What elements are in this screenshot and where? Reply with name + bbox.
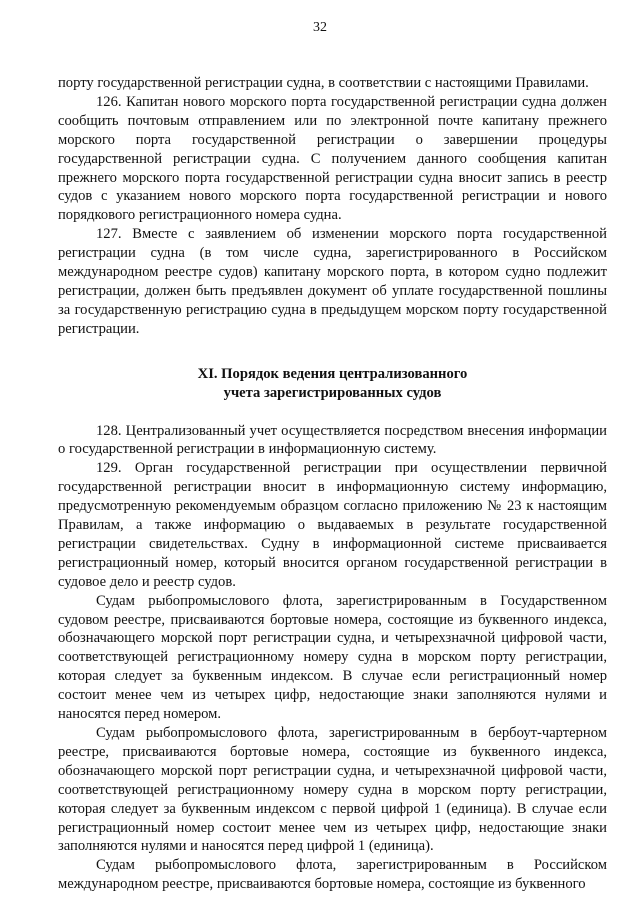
paragraph-continuation: порту государственной регистрации судна, в соответствии с настоящими Правилами. (58, 75, 589, 91)
paragraph-128: 128. Централизованный учет осуществляется посредством внесения информации о государственной регистрации в информационную систему. (58, 422, 607, 458)
paragraph-bareboat-register: Судам рыбопромыслового флота, зарегистрированным в бербоут-чартерном реестре, присваиваются бортовые номера, состоящие из буквенного индекса, обозначающего морской порт регистрации судна, и четырехзначной цифровой части, соответствующей регистрационному номеру судна в морском порту регистрации, которая следует за буквенным индексом с первой цифрой 1 (единица). В случае если регистрационный номер состоит менее чем из четырех цифр, недостающие знаки заполняются нулями и наносятся перед цифрой 1 (единица). (58, 725, 607, 855)
paragraph-126: 126. Капитан нового морского порта государственной регистрации судна должен сообщить почтовым отправлением или по электронной почте капитану прежнего морского порта государственной регистрации о завершении процедуры государственной регистрации судна. С получением данного сообщения капитан прежнего морского порта государственной регистрации судна вносит запись в реестр судов с указанием нового морского порта государственной регистрации и нового порядкового регистрационного номера судна. (58, 93, 607, 224)
page-number: 32 (313, 20, 327, 35)
paragraph-state-register: Судам рыбопромыслового флота, зарегистрированным в Государственном судовом реестре, присваиваются бортовые номера, состоящие из буквенного индекса, обозначающего морской порт регистрации судна, и четырехзначной цифровой части, соответствующей регистрационному номеру судна в морском порту регистрации, которая следует за буквенным индексом. В случае если регистрационный номер состоит менее чем из четырех цифр, недостающие знаки заполняются нулями и наносятся перед номером. (58, 592, 607, 723)
paragraph-international-register: Судам рыбопромыслового флота, зарегистрированным в Российском международном реестре, присваиваются бортовые номера, состоящие из буквенного (58, 857, 607, 893)
section-heading-line-1: XI. Порядок ведения централизованного (197, 365, 468, 382)
paragraph-127: 127. Вместе с заявлением об изменении морского порта государственной регистрации судна (в том числе судна, зарегистрированного в Российском международном реестре судов) капитану морского порта, в котором судно подлежит регистрации, должен быть предъявлен документ об уплате государственной пошлины за государственную регистрацию судна в предыдущем морском порту государственной регистрации. (58, 226, 607, 337)
section-heading-line-2: учета зарегистрированных судов (223, 384, 442, 401)
section-heading (58, 365, 607, 403)
paragraph-129: 129. Орган государственной регистрации при осуществлении первичной государственной регистрации вносит в информационную систему информацию, предусмотренную рекомендуемым образцом согласно приложению № 23 к настоящим Правилам, а также информацию о выдаваемых в результате государственной регистрации свидетельствах. Судну в информационной системе присваивается регистрационный номер, который вносится органом государственной регистрации в судовое дело и реестр судов. (58, 460, 607, 590)
document-body (58, 74, 607, 894)
